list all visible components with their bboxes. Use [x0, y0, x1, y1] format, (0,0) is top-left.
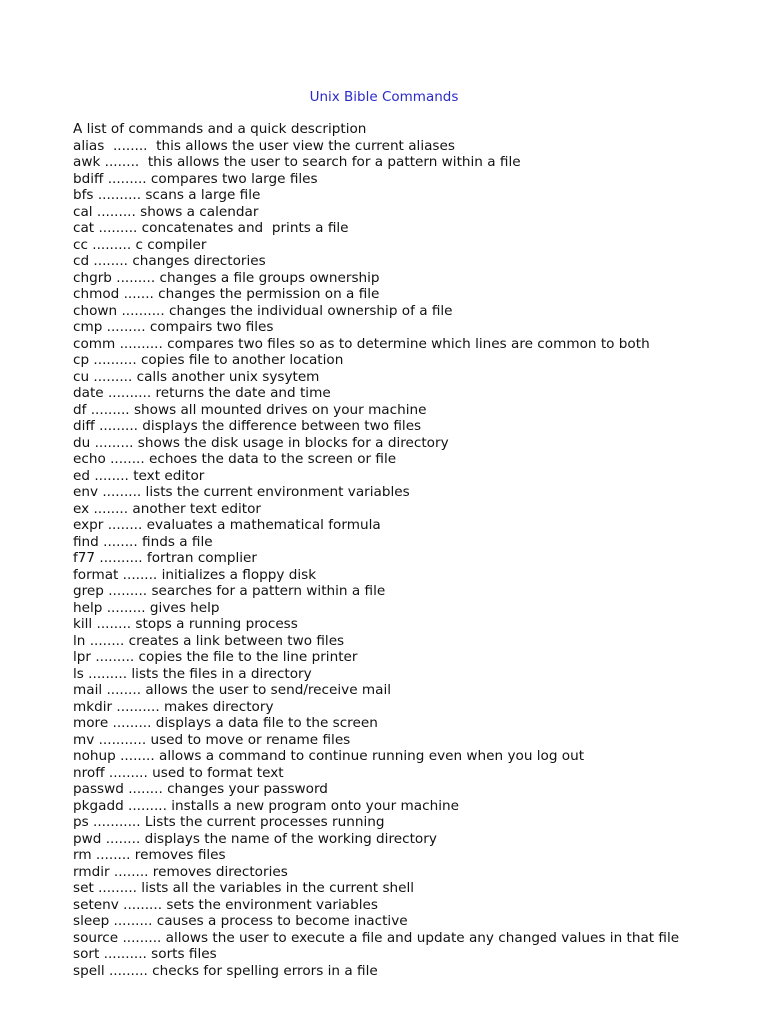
command-line-cat: cat ......... concatenates and prints a file [73, 220, 349, 236]
command-line-cc: cc ......... c compiler [73, 236, 207, 253]
command-line-nroff: nroff ......... used to format text [73, 764, 284, 781]
command-line-rm: rm ........ removes files [73, 847, 226, 863]
command-line-mail: mail ........ allows the user to send/receive mail [73, 682, 392, 698]
command-line-chgrb: chgrb ......... changes a file groups ownership [73, 269, 380, 286]
command-line-pwd: pwd ........ displays the name of the working directory [73, 830, 437, 847]
command-line-set: set ......... lists all the variables in the current shell [73, 880, 415, 896]
command-line-mkdir: mkdir .......... makes directory [73, 698, 274, 715]
command-line-source: source ......... allows the user to execute a file and update any changed values in that file [73, 929, 680, 946]
command-line-env: env ......... lists the current environment variables [73, 484, 410, 500]
command-line-more: more ......... displays a data file to the screen [73, 715, 378, 731]
command-line-ex: ex ........ another text editor [73, 500, 262, 517]
command-line-comm: comm .......... compares two files so as to determine which lines are common to both [73, 335, 650, 352]
command-line-chmod: chmod ....... changes the permission on a file [73, 286, 380, 302]
command-line-cal: cal ......... shows a calendar [73, 203, 259, 220]
command-line-bfs: bfs .......... scans a large file [73, 187, 261, 203]
command-line-expr: expr ........ evaluates a mathematical formula [73, 517, 381, 533]
command-line-help: help ......... gives help [73, 599, 220, 616]
command-line-du: du ......... shows the disk usage in blocks for a directory [73, 434, 449, 451]
command-line-bdiff: bdiff ......... compares two large files [73, 170, 318, 187]
command-line-echo: echo ........ echoes the data to the screen or file [73, 451, 397, 467]
command-line-pkgadd: pkgadd ......... installs a new program onto your machine [73, 797, 459, 814]
command-line-sleep: sleep ......... causes a process to become inactive [73, 913, 408, 929]
command-line-format: format ........ initializes a floppy disk [73, 566, 317, 583]
command-line-cd: cd ........ changes directories [73, 253, 266, 269]
command-line-rmdir: rmdir ........ removes directories [73, 863, 288, 880]
document-title: Unix Bible Commands [309, 89, 459, 105]
command-line-grep: grep ......... searches for a pattern within a file [73, 583, 386, 599]
command-line-nohup: nohup ........ allows a command to continue running even when you log out [73, 748, 585, 764]
command-line-awk: awk ........ this allows the user to search for a pattern within a file [73, 154, 521, 170]
intro-line: A list of commands and a quick description [73, 121, 367, 137]
command-line-find: find ........ finds a file [73, 533, 213, 550]
command-line-mv: mv ........... used to move or rename files [73, 731, 351, 748]
command-line-kill: kill ........ stops a running process [73, 616, 298, 632]
command-line-ls: ls ......... lists the files in a directory [73, 665, 312, 682]
command-line-chown: chown .......... changes the individual ownership of a file [73, 302, 453, 319]
command-line-ln: ln ........ creates a link between two files [73, 632, 345, 649]
command-line-cp: cp .......... copies file to another location [73, 352, 344, 368]
command-line-spell: spell ......... checks for spelling errors in a file [73, 962, 378, 979]
command-line-diff: diff ......... displays the difference between two files [73, 418, 422, 434]
command-list [73, 121, 691, 979]
command-line-passwd: passwd ........ changes your password [73, 781, 328, 797]
command-line-date: date .......... returns the date and time [73, 385, 331, 401]
command-line-lpr: lpr ......... copies the file to the line printer [73, 649, 358, 665]
command-line-sort: sort .......... sorts files [73, 946, 217, 962]
command-line-setenv: setenv ......... sets the environment variables [73, 896, 378, 913]
command-line-df: df ......... shows all mounted drives on your machine [73, 401, 427, 418]
command-line-f77: f77 .......... fortran complier [73, 550, 257, 566]
command-line-cu: cu ......... calls another unix sysytem [73, 368, 320, 385]
command-line-ps: ps ........... Lists the current processes running [73, 814, 385, 830]
command-line-ed: ed ........ text editor [73, 467, 205, 484]
command-line-cmp: cmp ......... compairs two files [73, 319, 274, 335]
command-line-alias: alias ........ this allows the user view the current aliases [73, 137, 455, 154]
